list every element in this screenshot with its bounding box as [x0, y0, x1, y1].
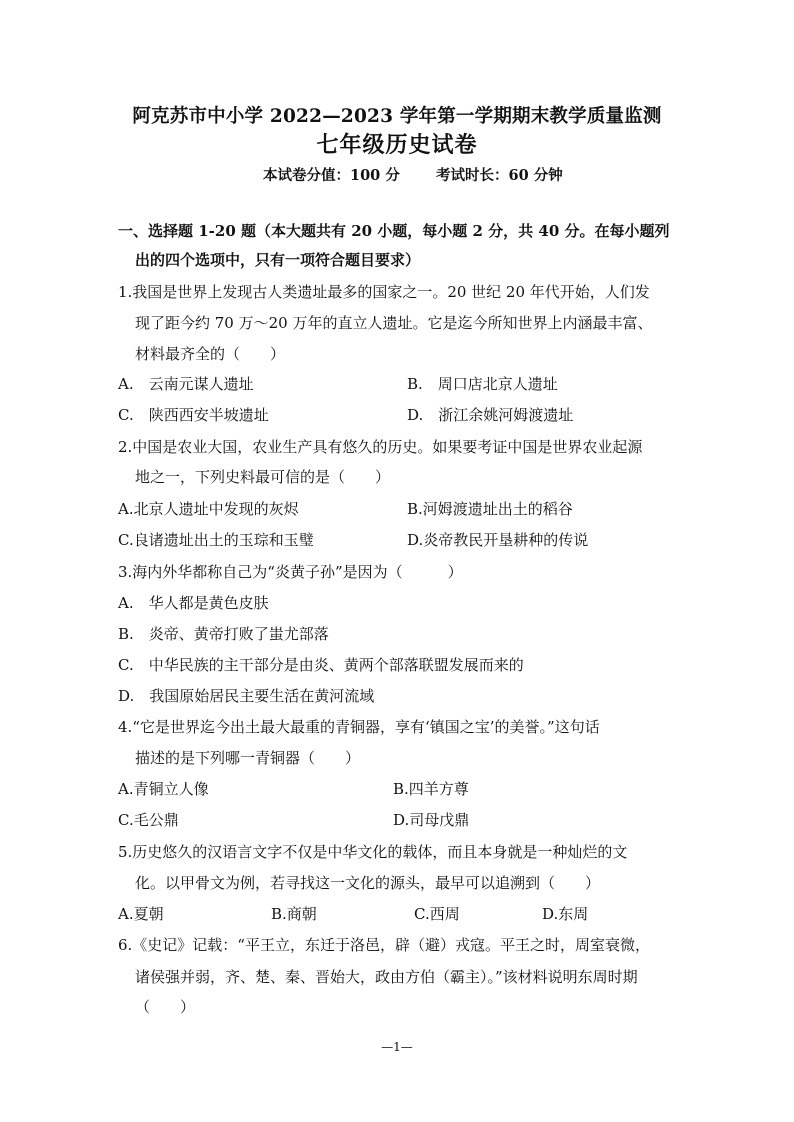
exam-title: 阿克苏市中小学 2022—2023 学年第一学期期末教学质量监测 — [132, 106, 662, 127]
q2-option-c: C.良诸遗址出土的玉琮和玉璧 — [118, 531, 314, 549]
q2-option-a: A.北京人遗址中发现的灰烬 — [118, 500, 299, 518]
q4-option-b: B.四羊方尊 — [393, 780, 469, 798]
q4-option-a: A.青铜立人像 — [118, 780, 209, 798]
q5-option-c: C.西周 — [414, 905, 460, 923]
q1-option-c: C. 陕西西安半坡遗址 — [118, 406, 269, 424]
q1-stem-line1: 1.我国是世界上发现古人类遗址最多的国家之一。20 世纪 20 年代开始，人们发 — [118, 283, 650, 301]
q5-stem-line2: 化。以甲骨文为例，若寻找这一文化的源头，最早可以追溯到（ ） — [135, 874, 601, 892]
q3-stem-line1: 3.海内外华都称自己为“炎黄子孙”是因为（ ） — [118, 563, 463, 581]
q3-option-b: B. 炎帝、黄帝打败了蚩尤部落 — [118, 625, 329, 643]
q3-option-a: A. 华人都是黄色皮肤 — [118, 594, 269, 612]
q5-stem-line1: 5.历史悠久的汉语言文字不仅是中华文化的载体，而且本身就是一种灿烂的文 — [118, 843, 628, 861]
q1-option-a: A. 云南元谋人遗址 — [118, 375, 254, 393]
q5-option-b: B.商朝 — [271, 905, 317, 923]
time-info: 考试时长：60 分钟 — [436, 167, 563, 184]
q1-stem-line3: 材料最齐全的（ ） — [135, 345, 286, 363]
q5-option-a: A.夏朝 — [118, 905, 164, 923]
q4-stem-line1: 4.“它是世界迄今出土最大最重的青铜器，享有‘镇国之宝’的美誉。”这句话 — [118, 718, 600, 736]
q2-option-b: B.河姆渡遗址出土的稻谷 — [407, 500, 573, 518]
q1-stem-line2: 现了距今约 70 万～20 万年的直立人遗址。它是迄今所知世界上内涵最丰富、 — [135, 314, 653, 332]
q2-stem-line1: 2.中国是农业大国，农业生产具有悠久的历史。如果要考证中国是世界农业起源 — [118, 438, 643, 456]
section-heading-line1: 一、选择题 1-20 题（本大题共有 20 小题，每小题 2 分，共 40 分。在每小题列 — [118, 222, 670, 240]
exam-subtitle: 七年级历史试卷 — [316, 132, 478, 158]
q4-option-d: D.司母戊鼎 — [393, 811, 470, 829]
q5-option-d: D.东周 — [542, 905, 589, 923]
q1-option-d: D. 浙江余姚河姆渡遗址 — [407, 406, 574, 424]
q2-option-d: D.炎帝教民开垦耕种的传说 — [407, 531, 589, 549]
q1-option-b: B. 周口店北京人遗址 — [407, 375, 558, 393]
page-number: —1— — [381, 1040, 413, 1054]
q4-option-c: C.毛公鼎 — [118, 811, 179, 829]
q2-stem-line2: 地之一，下列史料最可信的是（ ） — [135, 468, 391, 486]
score-info: 本试卷分值：100 分 — [263, 167, 400, 184]
q6-stem-line3: （ ） — [135, 998, 196, 1016]
q3-option-d: D. 我国原始居民主要生活在黄河流域 — [118, 687, 375, 705]
q4-stem-line2: 描述的是下列哪一青铜器（ ） — [135, 749, 361, 767]
q3-option-c: C. 中华民族的主干部分是由炎、黄两个部落联盟发展而来的 — [118, 656, 524, 674]
q6-stem-line1: 6.《史记》记载：“平王立，东迁于洛邑，辟（避）戎寇。平王之时，周室衰微， — [118, 936, 650, 954]
section-heading-line2: 出的四个选项中，只有一项符合题目要求） — [135, 251, 421, 269]
q6-stem-line2: 诸侯强并弱，齐、楚、秦、晋始大，政由方伯（霸主）。”该材料说明东周时期 — [135, 968, 638, 986]
